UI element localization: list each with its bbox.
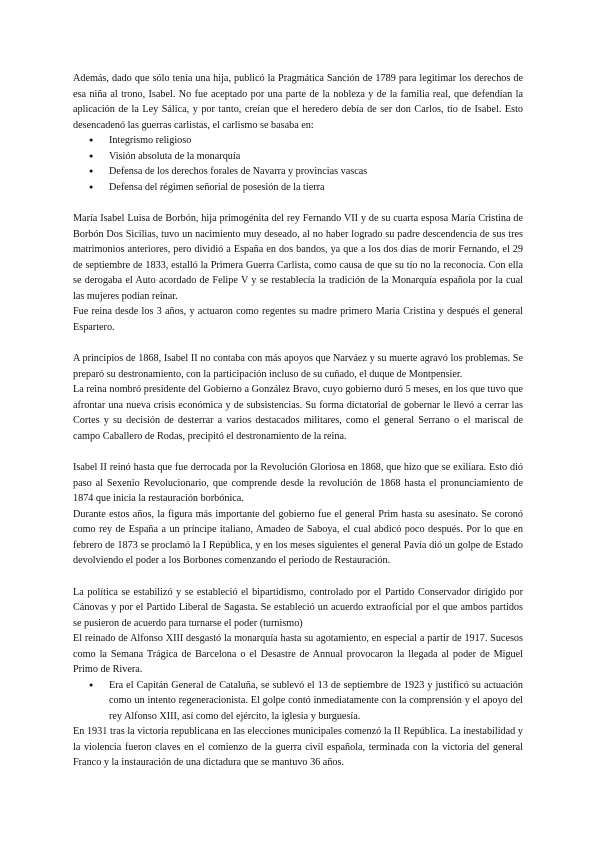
list-item: ● Defensa de los derechos forales de Navarra y provincias vascas <box>73 164 523 180</box>
paragraph-regency: Fue reina desde los 3 años, y actuaron como regentes su madre primero María Cristina y después el general Espartero. <box>73 306 523 333</box>
primo-de-rivera-list <box>73 678 523 725</box>
list-item: ● Integrismo religioso <box>73 133 523 149</box>
paragraph-bipartidismo: La política se estabilizó y se estableció el bipartidismo, controlado por el Partido Conservador dirigido por Cánovas y por el Partido Liberal de Sagasta. Se estableció un acuerdo extraoficial por el que ambos partidos se pusieron de acuerdo para turnarse el poder (turnismo) <box>73 586 523 629</box>
list-item: ● Defensa del régimen señorial de posesión de la tierra <box>73 180 523 196</box>
paragraph-revolucion-gloriosa: Isabel II reinó hasta que fue derrocada por la Revolución Gloriosa en 1868, que hizo que se exiliara. Esto dió paso al Sexenio Revolucionario, que comprende desde la revolución de 1868 hasta el pronunciamiento de 1874 que inicia la restauración borbónica. <box>73 462 523 504</box>
paragraph-isabel-birth: María Isabel Luisa de Borbón, hija primogénita del rey Fernando VII y de su cuarta esposa María Cristina de Borbón Dos Sicilias, tuvo un nacimiento muy deseado, al no haber logrado su padre descendencia de sus tres matrimonios anteriores, pero dividió a España en dos bandos, ya que a los dos días de morir Fernando, el 29 de septiembre de 1833, estalló la Primera Guerra Carlista, como causa de que su tío no la reconocía. Con ella se derogaba el Auto acordado de Felipe V y se restablecía la tradición de la Monarquía española por la cual las mujeres podían reinar. <box>73 213 523 302</box>
list-item: ● Visión absoluta de la monarquía <box>73 149 523 165</box>
paragraph-1868: A principios de 1868, Isabel II no contaba con más apoyos que Narváez y su muerte agravó los problemas. Se preparó su destronamiento, con la participación incluso de su cuñado, el duque de Montpensier. <box>73 353 523 380</box>
paragraph-gonzalez-bravo: La reina nombró presidente del Gobierno a González Bravo, cuyo gobierno duró 5 meses, en los que tuvo que afrontar una nueva crisis económica y de subsistencias. Su forma dictatorial de gobernar le llevó a cerrar las Cortes y su decisión de desterrar a varios destacados militares, como el general Serrano o el mariscal de campo Caballero de Rodas, precipitó el destronamiento de la reina. <box>73 384 523 442</box>
paragraph-ii-republica: En 1931 tras la victoria republicana en las elecciones municipales comenzó la II República. La inestabilidad y la violencia fueron claves en el comienzo de la guerra civil española, terminada con la victoria del general Franco y la instauración de una dictadura que se mantuvo 36 años. <box>73 726 523 768</box>
paragraph-pragmatica: Además, dado que sólo tenía una hija, publicó la Pragmática Sanción de 1789 para legitimar los derechos de esa niña al trono, Isabel. No fue aceptado por una parte de la nobleza y de la familia real, que defendían la aplicación de la Ley Sálica, y por tanto, creían que el heredero debía de ser don Carlos, tío de Isabel. Esto desencadenó las guerras carlistas, el carlismo se basaba en: <box>73 73 523 131</box>
paragraph-sexenio: Durante estos años, la figura más importante del gobierno fue el general Prim hasta su asesinato. Se coronó como rey de España a un príncipe italiano, Amadeo de Saboya, el cual abdicó poco después. Por lo que en febrero de 1873 se proclamó la I República, y en los meses siguientes el general Pavía dió un golpe de Estado devolviendo el poder a los Borbones comenzando el periodo de Restauración. <box>73 508 523 566</box>
paragraph-alfonso-xiii: El reinado de Alfonso XIII desgastó la monarquía hasta su agotamiento, en especial a partir de 1917. Sucesos como la Semana Trágica de Barcelona o el Desastre de Annual provocaron la llegada al poder de Miguel Primo de Rivera. <box>73 633 523 675</box>
list-item: ● Era el Capitán General de Cataluña, se sublevó el 13 de septiembre de 1923 y justificó su actuación como un intento regeneracionista. El golpe contó inmediatamente con la comprensión y el apoyo del rey Alfonso XIII, así como del ejército, la iglesia y burguesía. <box>73 678 523 725</box>
document-body <box>73 71 523 771</box>
carlismo-list <box>73 133 523 195</box>
